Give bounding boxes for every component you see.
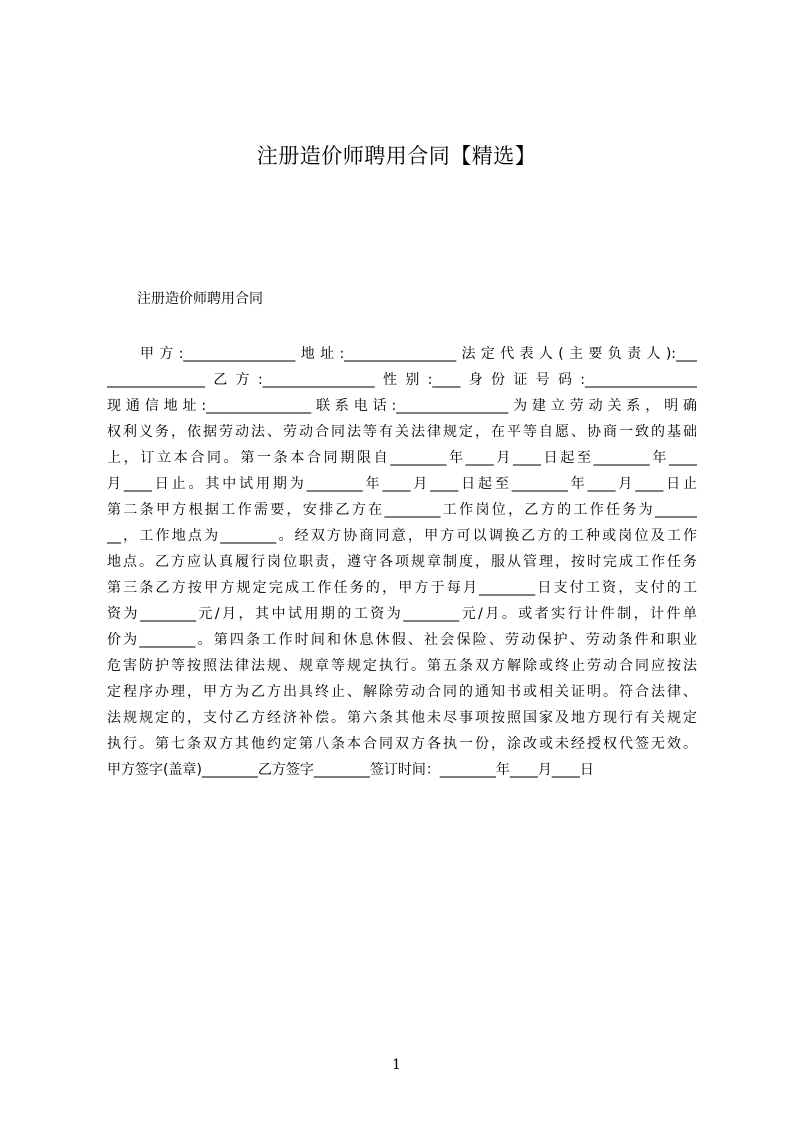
body-line-15: 法规规定的，支付乙方经济补偿。第六条其他未尽事项按照国家及地方现行有关规定 — [107, 710, 697, 726]
body-line-10: 第三条乙方按甲方规定完成工作任务的，甲方于每月________日支付工资，支付的工 — [107, 580, 697, 596]
signature-line: 甲方签字(盖章)________乙方签字________签订时间：________年____月____日 — [107, 762, 594, 778]
page-number: 1 — [392, 1057, 401, 1073]
body-line-16: 执行。第七条双方其他约定第八条本合同双方各执一份，涂改或未经授权代签无效。 — [107, 736, 697, 752]
body-line-3: 现通信地址:_______________联系电话:________________为建立劳动关系，明确 — [107, 398, 697, 414]
body-line-13: 危害防护等按照法律法规、规章等规定执行。第五条双方解除或终止劳动合同应按法 — [107, 658, 697, 674]
body-line-9: 地点。乙方应认真履行岗位职责，遵守各项规章制度，服从管理，按时完成工作任务 — [107, 554, 697, 570]
body-line-12: 价为________。第四条工作时间和休息休假、社会保险、劳动保护、劳动条件和职业 — [107, 632, 697, 648]
body-line-7: 第二条甲方根据工作需要，安排乙方在________工作岗位，乙方的工作任务为______ — [107, 502, 697, 518]
body-line-11: 资为________元/月，其中试用期的工资为________元/月。或者实行计件制，计件单 — [107, 606, 697, 622]
document-subtitle: 注册造价师聘用合同 — [137, 291, 263, 307]
body-line-2: ______________乙方:________________性别:____身份证号码:________________ — [107, 372, 697, 388]
body-line-6: 月____日止。其中试用期为________年____月____日起至________年____月____日止 — [107, 476, 697, 492]
body-line-1: 甲方:________________地址:________________法定代表人(主要负责人):___ — [140, 346, 697, 362]
body-line-8: __，工作地点为________。经双方协商同意，甲方可以调换乙方的工种或岗位及工作 — [107, 528, 697, 544]
body-line-5: 上，订立本合同。第一条本合同期限自________年____月____日起至________年____ — [107, 450, 697, 466]
body-line-14: 定程序办理，甲方为乙方出具终止、解除劳动合同的通知书或相关证明。符合法律、 — [107, 684, 697, 700]
contract-body — [107, 341, 697, 783]
body-line-4: 权利义务，依据劳动法、劳动合同法等有关法律规定，在平等自愿、协商一致的基础 — [107, 424, 697, 440]
document-title: 注册造价师聘用合同【精选】 — [256, 144, 537, 168]
